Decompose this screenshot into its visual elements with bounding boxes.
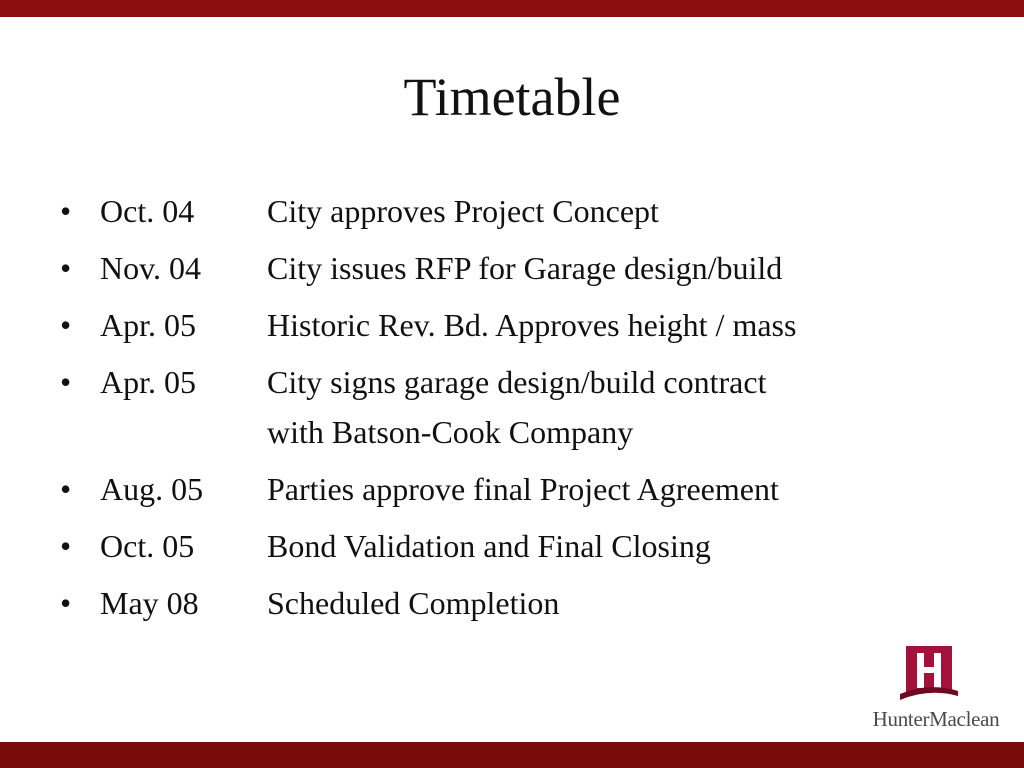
timeline-entry (60, 464, 1000, 514)
entry-date: Oct. 05 (100, 528, 195, 564)
bullet-icon: • (60, 528, 72, 564)
entry-event-line: Parties approve final Project Agreement (267, 471, 779, 507)
entry-event (267, 243, 1000, 293)
entry-event (267, 357, 1000, 457)
bullet-icon: • (60, 250, 72, 286)
entry-date: Nov. 04 (100, 250, 202, 286)
timeline-entry (60, 578, 1000, 628)
logo-wordmark: HunterMaclean (872, 707, 1000, 731)
bullet-icon: • (60, 585, 72, 621)
entry-event-line: with Batson-Cook Company (267, 414, 634, 450)
entry-event (267, 300, 1000, 350)
bullet-icon: • (60, 193, 72, 229)
entry-event (267, 186, 1000, 236)
entry-event-line: Bond Validation and Final Closing (267, 528, 711, 564)
entry-event-line: Historic Rev. Bd. Approves height / mass (267, 307, 797, 343)
bullet-icon: • (60, 471, 72, 507)
entry-event-line: City issues RFP for Garage design/build (267, 250, 783, 286)
entry-event (267, 464, 1000, 514)
timeline-entry (60, 521, 1000, 571)
entry-date: May 08 (100, 585, 199, 621)
entry-date: Aug. 05 (100, 471, 204, 507)
bullet-icon: • (60, 307, 72, 343)
bottom-accent-bar (0, 742, 1024, 768)
entry-date: Apr. 05 (100, 364, 196, 400)
entry-date: Apr. 05 (100, 307, 196, 343)
entry-event-line: Scheduled Completion (267, 585, 560, 621)
hunter-maclean-logo (856, 644, 1016, 736)
entry-event-line: City approves Project Concept (267, 193, 659, 229)
entry-event-line: City signs garage design/build contract (267, 364, 767, 400)
entry-event (267, 521, 1000, 571)
bullet-icon: • (60, 364, 72, 400)
timeline-entry (60, 243, 1000, 293)
entry-event (267, 578, 1000, 628)
timeline-entry (60, 357, 1000, 457)
top-accent-bar (0, 0, 1024, 17)
timeline-entry (60, 186, 1000, 236)
slide-title: Timetable (403, 67, 621, 127)
entry-date: Oct. 04 (100, 193, 195, 229)
timeline-entry (60, 300, 1000, 350)
hunter-maclean-h-icon (900, 644, 958, 702)
timeline-list (60, 186, 1000, 635)
